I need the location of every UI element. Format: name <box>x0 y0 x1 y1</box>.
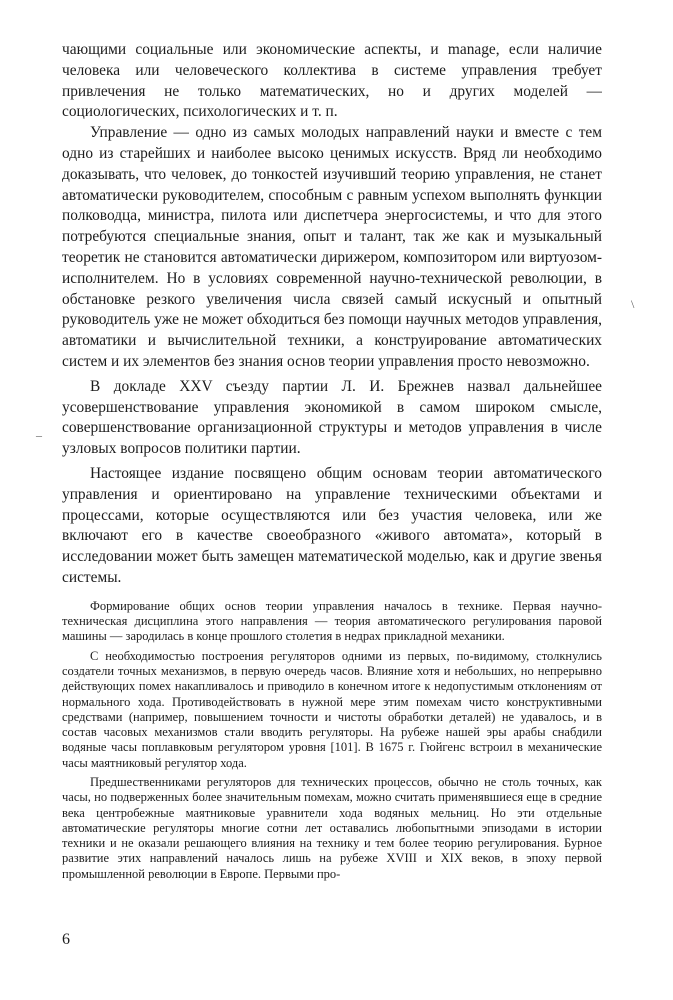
page-body <box>62 40 602 990</box>
paragraph-4: Настоящее издание посвящено общим основам теории автоматического управления и ориентировано на управление техническими объектами и процессами, которые осуществляются или без участия человека, или же включают его в качестве своеобразного «живого автомата», который в исследовании может быть замещен математической моделью, как и другие звенья системы. <box>62 464 602 586</box>
margin-mark: – <box>36 428 42 442</box>
small-paragraph-2: С необходимостью построения регуляторов одними из первых, по-видимому, столкнулись создатели точных механизмов, в первую очередь часов. Влияние хотя и небольших, но непрерывно действующих помех накапливалось и приводило в конечном итоге к недопустимым отклонениям от нормального хода. Противодействовать в нужной мере этим помехам чисто конструктивными средствами (например, повышением точности и чистоты обработки деталей) не удавалось, и в состав часовых механизмов стали вводить регуляторы. На рубеже нашей эры арабы снабдили водяные часы поплавковым регулятором уровня [101]. В 1675 г. Гюйгенс встроил в механические часы маятниковый регулятор хода. <box>62 648 602 770</box>
page-number: 6 <box>62 931 70 948</box>
paragraph-3: В докладе XXV съезду партии Л. И. Брежнев назвал дальнейшее усовершенствование управления экономикой в самом широком смысле, совершенствование организационной структуры и методов управления в числе узловых вопросов политики партии. <box>62 377 602 458</box>
paragraph-2: Управление — одно из самых молодых направлений науки и вместе с тем одно из старейших и наиболее высоко ценимых искусств. Вряд ли необходимо доказывать, что человек, до тонкостей изучивший теорию управления, не станет автоматически руководителем, способным с равным успехом выполнять функции полководца, министра, пилота или диспетчера энергосистемы, и что для этого потребуются специальные знания, опыт и талант, так же как и музыкальный теоретик не становится автоматически дирижером, композитором или виртуозом-исполнителем. Но в условиях современной научно-технической революции, в обстановке резкого увеличения числа связей самый искусный и опытный руководитель уже не может обходиться без помощи научных методов управления, автоматики и вычислительной техники, а конструирование автоматических систем и их элементов без знания основ теории управления просто невозможно. <box>62 124 602 370</box>
paragraph-1: чающими социальные или экономические аспекты, и manage, если наличие человека или человеческого коллектива в системе управления требует привлечения не только математических, но и других моделей — социологических, психологических и т. п. <box>62 41 602 121</box>
small-paragraph-3: Предшественниками регуляторов для технических процессов, обычно не столь точных, как часы, но подверженных более значительным помехам, можно считать применявшиеся еще в средние века центробежные маятниковые уравнители хода водяных мельниц. Но эти отдельные автоматические регуляторы многие сотни лет оставались любопытными эпизодами в истории техники и не оказали решающего влияния на технику и тем более теорию регулирования. Бурное развитие этих направлений началось лишь на рубеже XVIII и XIX веков, в эпоху первой промышленной революции в Европе. Первыми про- <box>62 774 602 881</box>
margin-mark: \ <box>631 297 635 311</box>
small-paragraph-1: Формирование общих основ теории управления началось в технике. Первая научно-техническая дисциплина этого направления — теория автоматического регулирования паровой машины — зародилась в конце прошлого столетия в недрах прикладной механики. <box>62 598 602 644</box>
